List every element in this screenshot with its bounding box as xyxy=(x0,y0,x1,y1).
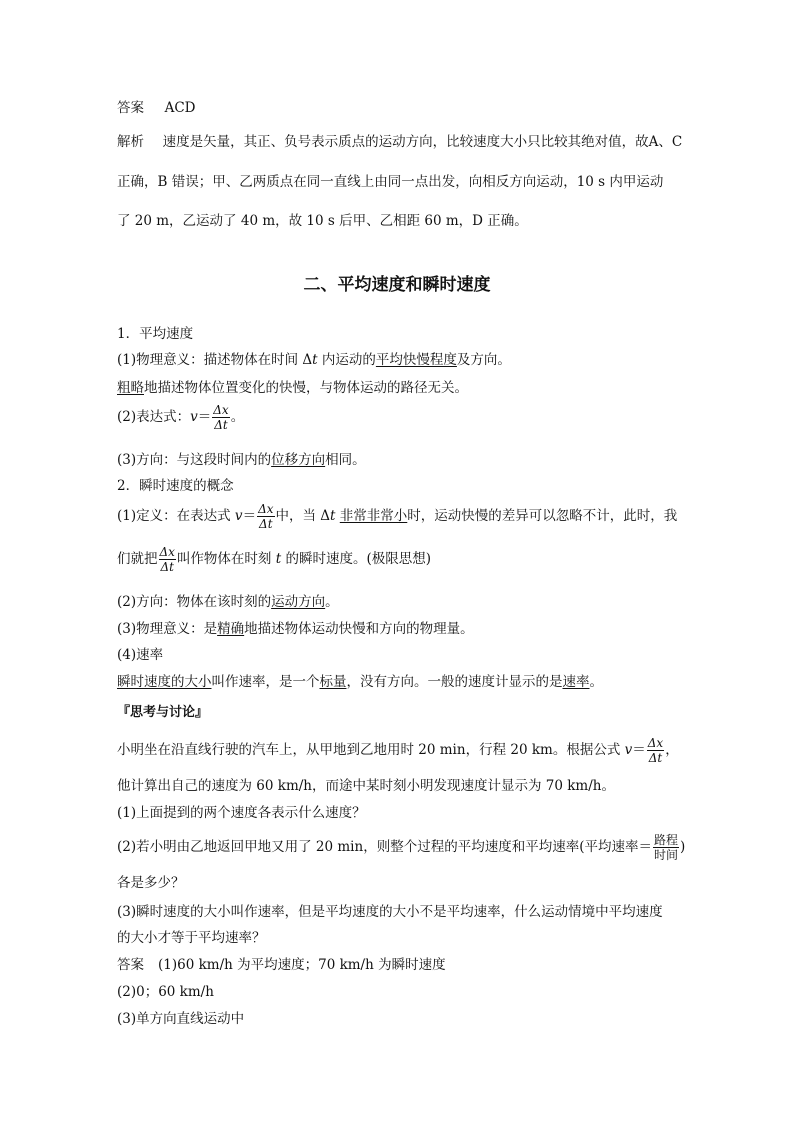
inst-definition-2 xyxy=(117,546,431,573)
avg-expr-v: v xyxy=(190,409,198,425)
analysis-label: 解析 xyxy=(117,134,144,150)
speed-ratio-den: 时间 xyxy=(653,848,678,862)
inst-def-suffix: 时，运动快慢的差异可以忽略不计，此时，我 xyxy=(407,508,678,524)
rate-line xyxy=(117,670,603,690)
discussion-title: 『思考与讨论』 xyxy=(117,705,209,720)
avg-meaning xyxy=(117,348,511,368)
question-3-line-2: 的大小才等于平均速率？ xyxy=(117,930,266,946)
inst-def2-mid: 叫作物体在时刻 xyxy=(176,551,276,567)
question-1: (1)上面提到的两个速度各表示什么速度？ xyxy=(117,805,366,821)
inst-def-fraction xyxy=(257,503,274,530)
avg-fraction xyxy=(212,404,229,431)
inst-direction xyxy=(117,590,339,610)
inst-meaning-prefix: (3)物理意义：是 xyxy=(117,621,218,637)
analysis-text-1: 速度是矢量，其正、负号表示质点的运动方向，比较速度大小只比较其绝对值，故A、C xyxy=(162,134,683,150)
discussion-p1-eq: ＝ xyxy=(632,742,646,758)
question-2-text: (2)若小明由乙地返回甲地又用了 20 min，则整个过程的平均速度和平均速率(平均速率＝ xyxy=(117,839,652,855)
avg-direction xyxy=(117,448,366,468)
rate-underline-1: 瞬时速度的大小 xyxy=(117,674,212,690)
rate-underline-2: 标量 xyxy=(319,674,347,690)
inst-def-t: t xyxy=(330,508,336,524)
section-title: 二、平均速度和瞬时速度 xyxy=(303,275,491,295)
inst-meaning-underline: 精确 xyxy=(217,621,245,637)
rate-text-3: 。 xyxy=(589,674,603,690)
discussion-p1-text: 小明坐在沿直线行驶的汽车上，从甲地到乙地用时 20 min，行程 20 km。根据公式 xyxy=(117,742,625,758)
avg-dir-suffix: 相同。 xyxy=(325,452,366,468)
inst-def-fraction-den: Δt xyxy=(259,517,273,531)
discussion-p2: 他计算出自己的速度为 60 km/h，而途中某时刻小明发现速度计显示为 70 km/h。 xyxy=(117,778,615,794)
inst-def-prefix: (1)定义：在表达式 xyxy=(117,508,235,524)
inst-dir-prefix: (2)方向：物体在该时刻的 xyxy=(117,594,272,610)
avg-dir-underline: 位移方向 xyxy=(271,452,326,468)
avg-meaning-suffix: 及方向。 xyxy=(456,352,511,368)
avg-meaning-underline: 平均快慢程度 xyxy=(375,352,457,368)
inst-def2-prefix: 们就把 xyxy=(117,551,158,567)
inst-dir-suffix: 。 xyxy=(325,594,339,610)
discussion-answer-1 xyxy=(117,953,446,973)
analysis-line-2: 正确，B 错误；甲、乙两质点在同一直线上由同一点出发，向相反方向运动，10 s 内甲运动 xyxy=(117,174,664,190)
analysis-line-3: 了 20 m，乙运动了 40 m，故 10 s 后甲、乙相距 60 m，D 正确。 xyxy=(117,213,528,229)
inst-def-v: v xyxy=(234,508,243,524)
rate-underline-3: 速率 xyxy=(562,674,590,690)
rate-text-2: ，没有方向。一般的速度计显示的是 xyxy=(346,674,563,690)
discussion-p1-v: v xyxy=(624,742,633,758)
speed-ratio-fraction xyxy=(653,834,679,861)
inst-def-fraction-num: Δx xyxy=(258,502,274,516)
answer-label: 答案 xyxy=(117,100,144,116)
discussion-answer-3: (3)单方向直线运动中 xyxy=(117,1011,245,1027)
inst-heading: 2．瞬时速度的概念 xyxy=(117,478,234,494)
inst-def2-fraction-den: Δt xyxy=(160,560,174,574)
discussion-fraction-den: Δt xyxy=(648,751,663,765)
discussion-fraction xyxy=(647,737,664,764)
rate-heading: (4)速率 xyxy=(117,647,164,663)
inst-def2-fraction-num: Δx xyxy=(159,545,175,559)
discussion-answer-label: 答案 xyxy=(117,957,144,973)
avg-expr-eq: ＝ xyxy=(197,409,212,425)
inst-dir-underline: 运动方向 xyxy=(271,594,326,610)
analysis-line-1 xyxy=(117,130,682,150)
avg-expr-prefix: (2)表达式： xyxy=(117,409,191,425)
avg-rough xyxy=(117,376,468,396)
discussion-answer-1-text: (1)60 km/h 为平均速度；70 km/h 为瞬时速度 xyxy=(158,957,446,973)
avg-rough-rest: 地描述物体位置变化的快慢，与物体运动的路径无关。 xyxy=(144,380,468,396)
discussion-fraction-num: Δx xyxy=(647,736,664,750)
question-2 xyxy=(117,834,685,861)
avg-heading: 1．平均速度 xyxy=(117,326,194,342)
answer-line xyxy=(117,96,196,116)
question-2-continued: 各是多少？ xyxy=(117,875,185,891)
inst-meaning-suffix: 地描述物体运动快慢和方向的物理量。 xyxy=(244,621,474,637)
discussion-p1 xyxy=(117,737,679,764)
avg-fraction-den: Δt xyxy=(214,418,228,432)
inst-def-underline: 非常非常小 xyxy=(339,508,408,524)
avg-expr-suffix: 。 xyxy=(230,409,245,425)
avg-rough-underline: 粗略 xyxy=(117,380,144,396)
inst-def-mid: 中，当 Δ xyxy=(275,508,331,524)
avg-meaning-mid: 内运动的 xyxy=(317,352,376,368)
inst-def2-t: t xyxy=(275,551,282,567)
inst-def-eq: ＝ xyxy=(242,508,257,524)
inst-definition xyxy=(117,503,677,530)
question-2-end: ) xyxy=(679,839,686,855)
inst-def2-suffix: 的瞬时速度。(极限思想) xyxy=(281,551,431,567)
avg-meaning-prefix: (1)物理意义：描述物体在时间 Δ xyxy=(117,352,313,368)
speed-ratio-num: 路程 xyxy=(653,833,678,847)
discussion-p1-end: ， xyxy=(665,742,679,758)
inst-def2-fraction xyxy=(159,546,176,573)
avg-meaning-t: t xyxy=(312,352,318,368)
avg-dir-prefix: (3)方向：与这段时间内的 xyxy=(117,452,272,468)
inst-meaning xyxy=(117,617,474,637)
discussion-answer-2: (2)0；60 km/h xyxy=(117,984,214,1000)
avg-expression xyxy=(117,404,244,431)
rate-text-1: 叫作速率，是一个 xyxy=(211,674,320,690)
answer-value: ACD xyxy=(164,100,196,116)
question-3-line-1: (3)瞬时速度的大小叫作速率，但是平均速度的大小不是平均速率，什么运动情境中平均速度 xyxy=(117,904,663,920)
avg-fraction-num: Δx xyxy=(213,403,229,417)
